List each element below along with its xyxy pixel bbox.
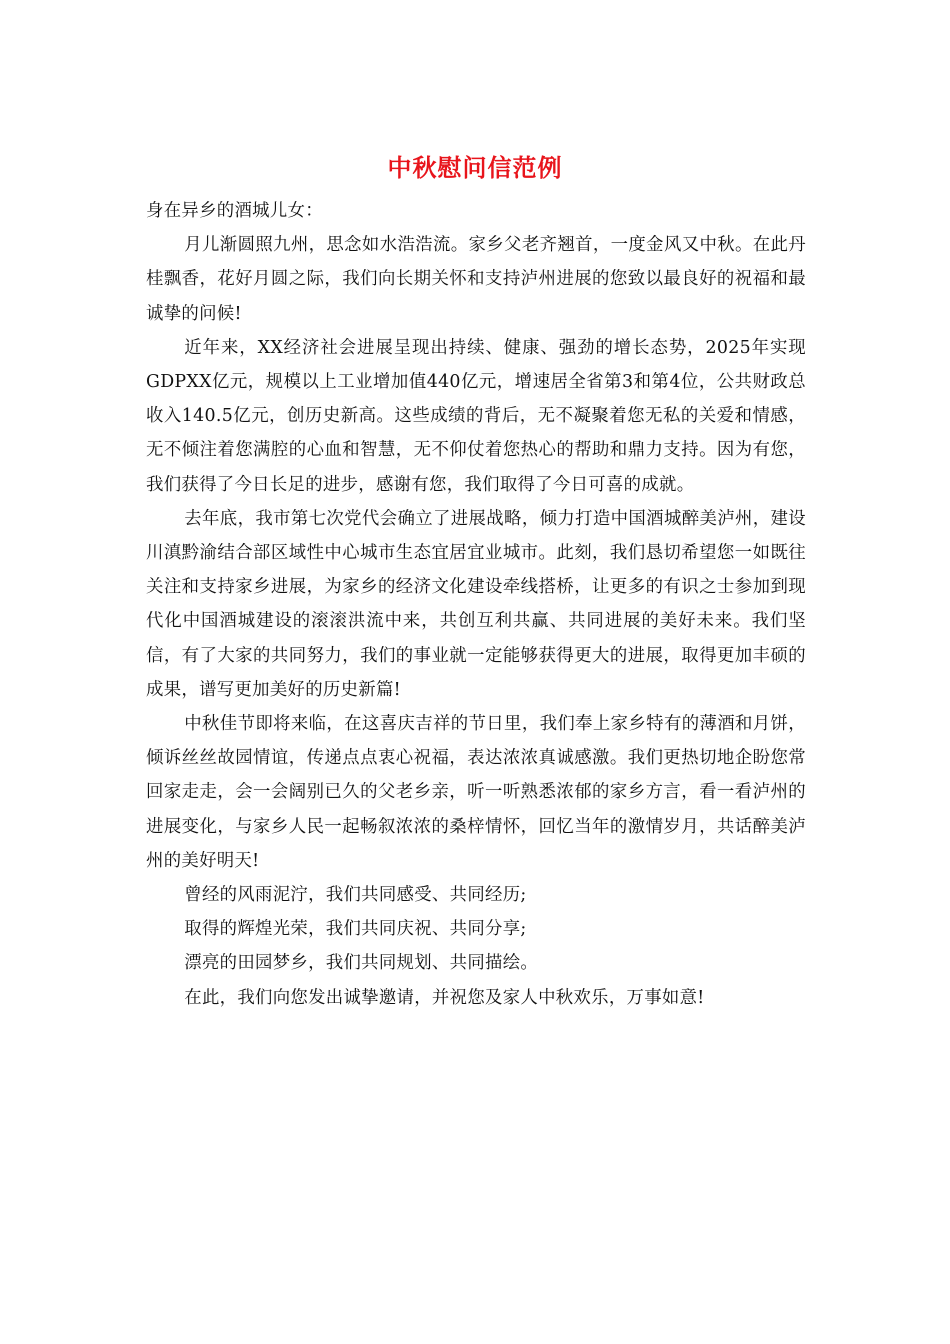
verse-line: 漂亮的田园梦乡，我们共同规划、共同描绘。	[184, 953, 539, 974]
document-title: 中秋慰问信范例	[387, 153, 563, 182]
paragraph-festival: 中秋佳节即将来临，在这喜庆吉祥的节日里，我们奉上家乡特有的薄酒和月饼，倾诉丝丝故园情谊，传递点点衷心祝福，表达浓浓真诚感激。我们更热切地企盼您常回家走走，会一会阔别已久的父老乡亲，听一听熟悉浓郁的家乡方言，看一看泸州的进展变化，与家乡人民一起畅叙浓浓的桑梓情怀，回忆当年的激情岁月，共话醉美泸州的美好明天!	[146, 714, 806, 871]
paragraph-achievements: 近年来，XX经济社会进展呈现出持续、健康、强劲的增长态势，2025年实现GDPXX亿元，规模以上工业增加值440亿元，增速居全省第3和第4位，公共财政总收入140.5亿元，创历史新高。这些成绩的背后，无不凝聚着您无私的关爱和情感，无不倾注着您满腔的心血和智慧，无不仰仗着您热心的帮助和鼎力支持。因为有您，我们获得了今日长足的进步，感谢有您，我们取得了今日可喜的成就。	[146, 337, 806, 495]
salutation: 身在异乡的酒城儿女：	[146, 201, 323, 221]
document-body	[146, 194, 806, 1015]
verse-line: 曾经的风雨泥泞，我们共同感受、共同经历;	[184, 885, 527, 906]
paragraph-strategy: 去年底，我市第七次党代会确立了进展战略，倾力打造中国酒城醉美泸州，建设川滇黔渝结合部区域性中心城市生态宜居宜业城市。此刻，我们恳切希望您一如既往关注和支持家乡进展，为家乡的经济文化建设牵线搭桥，让更多的有识之士参加到现代化中国酒城建设的滚滚洪流中来，共创互利共赢、共同进展的美好未来。我们坚信，有了大家的共同努力，我们的事业就一定能够获得更大的进展，取得更加丰硕的成果，谱写更加美好的历史新篇!	[146, 508, 806, 700]
verse-line: 取得的辉煌光荣，我们共同庆祝、共同分享;	[184, 919, 527, 940]
closing-paragraph: 在此，我们向您发出诚挚邀请，并祝您及家人中秋欢乐，万事如意!	[184, 987, 705, 1008]
paragraph-opening: 月儿渐圆照九州，思念如水浩浩流。家乡父老齐翘首，一度金风又中秋。在此丹桂飘香，花好月圆之际，我们向长期关怀和支持泸州进展的您致以最良好的祝福和最诚挚的问候!	[146, 235, 806, 324]
